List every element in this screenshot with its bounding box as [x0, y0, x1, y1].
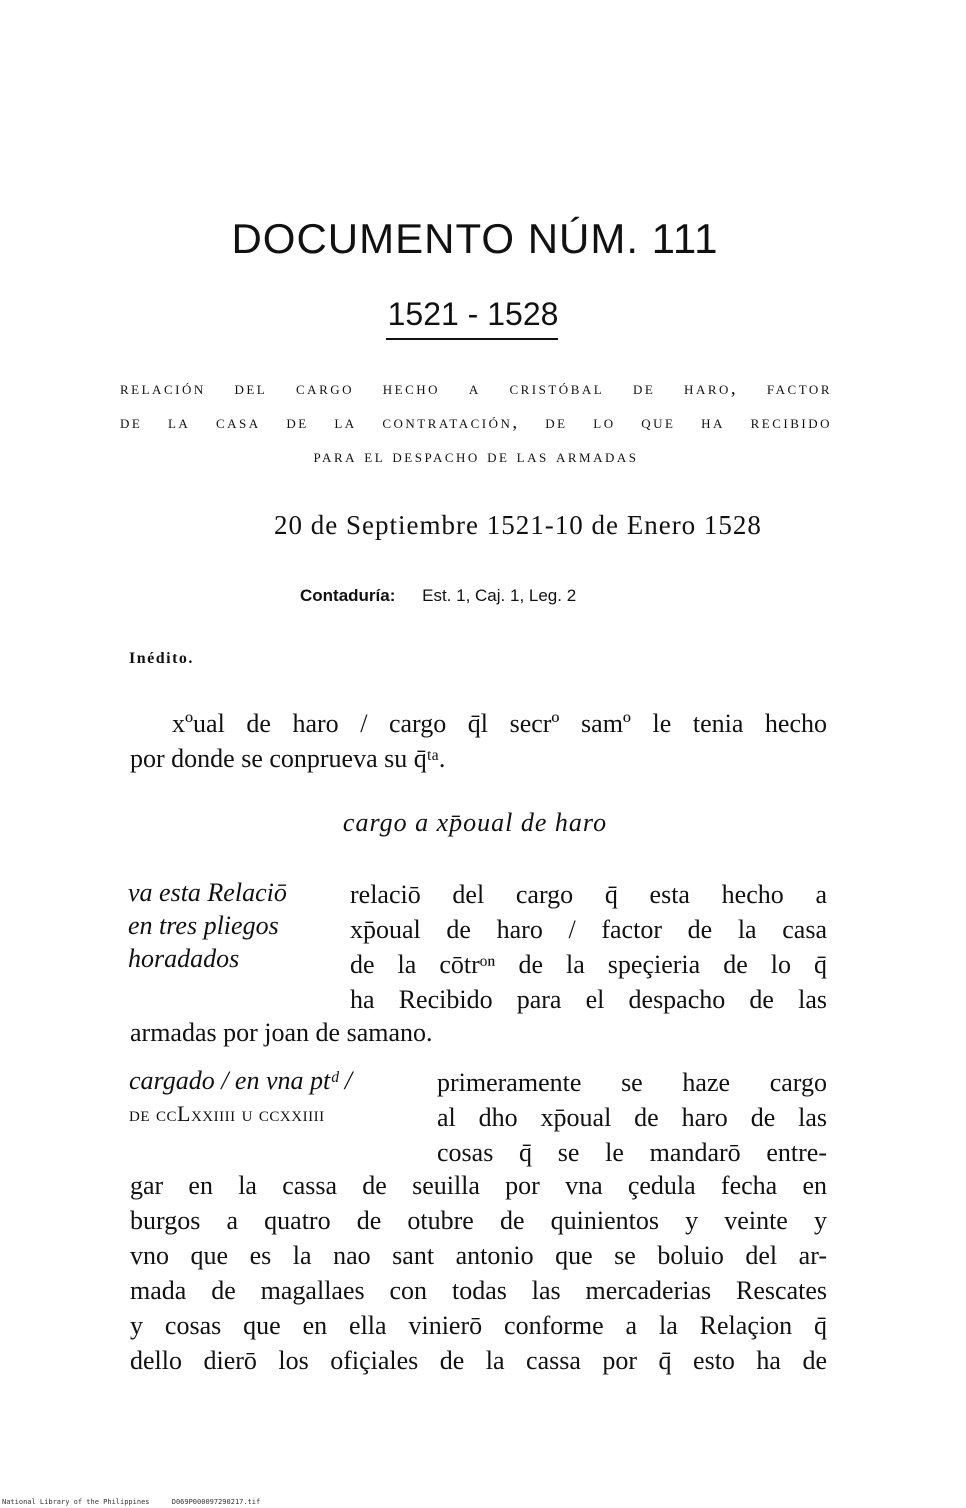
- heading-line-3: para el despacho de las armadas: [313, 446, 639, 467]
- date-line: 20 de Septiembre 1521-10 de Enero 1528: [274, 510, 762, 540]
- cargo-line-4: gar en la cassa de seuilla por vna çedula fecha en: [130, 1171, 827, 1200]
- cargo-line-5: burgos a quatro de otubre de quinientos y veinte y: [130, 1206, 827, 1235]
- date-range: 1521 - 1528: [387, 296, 559, 332]
- margin-note-1-line-1: va esta Relaciō: [128, 878, 287, 907]
- paragraph-relacion: [350, 877, 827, 1017]
- document-title: DOCUMENTO NÚM. 111: [231, 215, 719, 262]
- margin-note-1-line-3: horadados: [128, 944, 240, 973]
- heading-line-2: de la casa de la contratación, de lo que ha recibido: [120, 412, 832, 433]
- archive-label: Contaduría:: [300, 586, 396, 605]
- relacion-line-5: armadas por joan de samano.: [130, 1018, 433, 1047]
- archive-reference-value: Est. 1, Caj. 1, Leg. 2: [422, 586, 577, 605]
- cargo-line-7: mada de magallaes con todas las mercaderias Rescates: [130, 1276, 827, 1305]
- cargo-line-6: vno que es la nao sant antonio que se boluio del ar-: [130, 1241, 827, 1270]
- cargo-line-1: primeramente se haze cargo: [437, 1068, 827, 1097]
- paragraph-cargo-tail: [130, 1168, 827, 1378]
- archive-reference: [300, 586, 660, 606]
- scan-footer: [2, 1498, 278, 1506]
- relacion-line-3: de la cōtrᵒⁿ de la speçieria de lo q̄: [350, 950, 827, 979]
- section-subtitle: cargo a xp̄oual de haro: [342, 808, 608, 837]
- paragraph-cargo: [437, 1065, 827, 1170]
- paragraph-relacion-tail: [130, 1015, 827, 1050]
- relacion-line-4: ha Recibido para el despacho de las: [350, 985, 827, 1014]
- margin-note-2-line-2: de ccLxxiiii u ccxxiiii: [129, 1101, 325, 1126]
- document-heading: [120, 372, 832, 474]
- cargo-line-9: dello dierō los ofiçiales de la cassa por q̄ esto ha de: [130, 1346, 827, 1375]
- intro-line-2: por donde se conprueva su q̄ᵗᵃ.: [130, 744, 446, 773]
- relacion-line-2: xp̄oual de haro / factor de la casa: [350, 915, 827, 944]
- cargo-line-3: cosas q̄ se le mandarō entre-: [437, 1138, 827, 1167]
- margin-note-2: [129, 1064, 429, 1130]
- intro-line-1: xºual de haro / cargo q̄l secrº samº le tenia hecho: [172, 709, 827, 738]
- cargo-line-2: al dho xp̄oual de haro de las: [437, 1103, 827, 1132]
- footer-library: National Library of the Philippines: [2, 1498, 150, 1506]
- margin-note-1: [128, 876, 338, 975]
- margin-note-2-line-1: cargado / en vna ptᵈ /: [129, 1066, 353, 1095]
- heading-line-1: relación del cargo hecho a cristóbal de haro, factor: [120, 378, 832, 399]
- margin-note-1-line-2: en tres pliegos: [128, 911, 279, 940]
- footer-file: D069P000097290217.tif: [171, 1498, 261, 1506]
- publication-status: Inédito.: [129, 650, 194, 667]
- date-underline: [386, 338, 558, 340]
- cargo-line-8: y cosas que en ella vinierō conforme a la Relaçion q̄: [130, 1311, 827, 1340]
- intro-paragraph: [130, 706, 827, 776]
- relacion-line-1: relaciō del cargo q̄ esta hecho a: [350, 880, 827, 909]
